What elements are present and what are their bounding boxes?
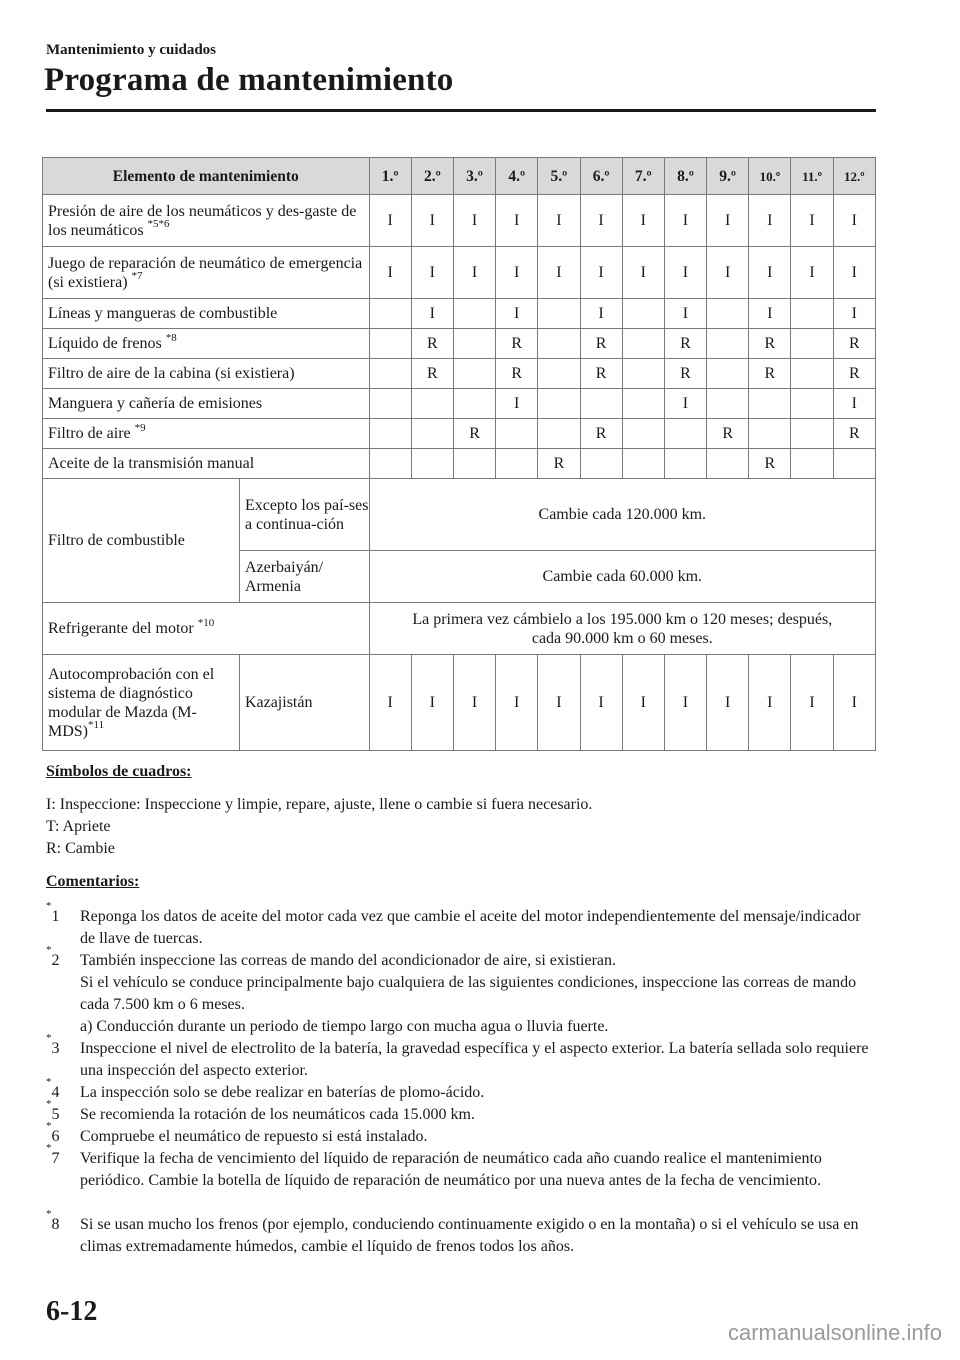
- note-ref: *5*6: [147, 218, 170, 231]
- mark-cell: [369, 449, 411, 479]
- interval-text: Cambie cada 60.000 km.: [369, 551, 875, 603]
- table-row: [43, 247, 876, 299]
- note-marker: [46, 1031, 60, 1060]
- note-ref: *11: [88, 719, 105, 732]
- interval-header: 11.º: [791, 158, 833, 195]
- region-label: Azerbaiyán/ Armenia: [239, 551, 369, 603]
- item-label: Manguera y cañería de emisiones: [48, 395, 263, 412]
- mark-cell: [369, 359, 411, 389]
- interval-header: 6.º: [580, 158, 622, 195]
- item-label: Filtro de aire de la cabina (si existiera): [48, 365, 295, 382]
- comment-note: [46, 1141, 876, 1192]
- mark-cell: [453, 449, 495, 479]
- mark-cell: I: [791, 655, 833, 751]
- mark-cell: R: [580, 359, 622, 389]
- note-ref: *8: [165, 331, 177, 344]
- mark-cell: I: [749, 655, 791, 751]
- note-text: Compruebe el neumático de repuesto si está instalado.: [80, 1128, 428, 1145]
- mark-cell: [538, 329, 580, 359]
- mark-cell: R: [580, 419, 622, 449]
- interval-header: 9.º: [707, 158, 749, 195]
- note-number: 2: [51, 952, 60, 969]
- mark-cell: [622, 359, 664, 389]
- note-subitem: a) Conducción durante un periodo de tiempo largo con mucha agua o lluvia fuerte.: [80, 1018, 609, 1035]
- mark-cell: R: [453, 419, 495, 449]
- mark-cell: I: [411, 247, 453, 299]
- region-label: Excepto los paí-ses a continua-ción: [239, 479, 369, 551]
- note-text-extra: Si el vehículo se conduce principalmente bajo cualquiera de las siguientes condiciones, inspeccione las correas de mando cada 7.500 km o 6 meses.: [80, 974, 857, 1013]
- mark-cell: I: [791, 247, 833, 299]
- mark-cell: I: [580, 655, 622, 751]
- mark-cell: [791, 329, 833, 359]
- interval-header: 8.º: [664, 158, 706, 195]
- note-asterisk: *: [46, 899, 52, 912]
- mark-cell: [707, 329, 749, 359]
- note-ref: *9: [134, 421, 146, 434]
- note-asterisk: *: [46, 1031, 52, 1044]
- note-asterisk: *: [46, 1075, 52, 1088]
- mark-cell: I: [833, 655, 875, 751]
- watermark: carmanualsonline.info: [727, 1320, 942, 1345]
- interval-text: [369, 603, 875, 655]
- note-text: Verifique la fecha de vencimiento del líquido de reparación de neumático cada año cuando realice el mantenimiento periódico. Cambie la botella de líquido de reparación de neumático por una nueva antes de la fecha de vencimiento.: [80, 1150, 822, 1189]
- table-row: [43, 479, 876, 551]
- mark-cell: I: [622, 655, 664, 751]
- mark-cell: [622, 329, 664, 359]
- interval-header: 10.º: [749, 158, 791, 195]
- mark-cell: R: [833, 359, 875, 389]
- region-label: Kazajistán: [239, 655, 369, 751]
- mark-cell: [538, 419, 580, 449]
- page-title: Programa de mantenimiento: [44, 62, 454, 98]
- mark-cell: I: [411, 299, 453, 329]
- mark-cell: [369, 419, 411, 449]
- note-text: Se recomienda la rotación de los neumáticos cada 15.000 km.: [80, 1106, 475, 1123]
- mark-cell: [791, 419, 833, 449]
- note-text: La inspección solo se debe realizar en baterías de plomo-ácido.: [80, 1084, 485, 1101]
- mark-cell: I: [453, 195, 495, 247]
- mark-cell: I: [538, 655, 580, 751]
- mark-cell: [496, 419, 538, 449]
- maintenance-item: [43, 195, 370, 247]
- mark-cell: [453, 299, 495, 329]
- table-row: [43, 359, 876, 389]
- mark-cell: [496, 449, 538, 479]
- mark-cell: [538, 359, 580, 389]
- mark-cell: I: [496, 655, 538, 751]
- mark-cell: [411, 419, 453, 449]
- mark-cell: I: [664, 195, 706, 247]
- note-marker: [46, 943, 60, 972]
- mark-cell: [791, 449, 833, 479]
- item-column-header: Elemento de mantenimiento: [43, 158, 370, 195]
- item-label: Líquido de frenos: [48, 335, 162, 352]
- mark-cell: I: [580, 247, 622, 299]
- table-row: [43, 195, 876, 247]
- mark-cell: I: [496, 299, 538, 329]
- interval-header: 2.º: [411, 158, 453, 195]
- note-number: 6: [51, 1128, 60, 1145]
- interval-text-line: La primera vez cámbielo a los 195.000 km o 120 meses; después,: [412, 610, 833, 628]
- mark-cell: [411, 449, 453, 479]
- maintenance-item: [43, 247, 370, 299]
- mark-cell: I: [707, 195, 749, 247]
- table-row: [43, 419, 876, 449]
- mark-cell: [411, 389, 453, 419]
- item-label: Líneas y mangueras de combustible: [48, 305, 278, 322]
- mark-cell: [707, 299, 749, 329]
- mark-cell: I: [580, 195, 622, 247]
- mark-cell: R: [496, 329, 538, 359]
- mark-cell: R: [749, 359, 791, 389]
- mark-cell: [707, 359, 749, 389]
- note-ref: *7: [131, 270, 143, 283]
- mark-cell: R: [664, 329, 706, 359]
- mark-cell: I: [411, 195, 453, 247]
- mark-cell: [369, 329, 411, 359]
- note-asterisk: *: [46, 1207, 52, 1220]
- maintenance-item: [43, 449, 370, 479]
- note-text: Si se usan mucho los frenos (por ejemplo, conduciendo continuamente exigido o en la montaña) o si el vehículo se usa en climas extremadamente húmedos, cambie el líquido de frenos todos los años.: [80, 1216, 859, 1255]
- item-label: Refrigerante del motor: [48, 620, 194, 637]
- mark-cell: I: [664, 247, 706, 299]
- note-ref: *10: [197, 616, 215, 629]
- section-label: Mantenimiento y cuidados: [46, 42, 217, 58]
- mark-cell: I: [749, 195, 791, 247]
- mark-cell: [664, 449, 706, 479]
- note-number: 8: [51, 1216, 60, 1233]
- mark-cell: I: [622, 247, 664, 299]
- mark-cell: R: [749, 449, 791, 479]
- mark-cell: I: [791, 195, 833, 247]
- mark-cell: [622, 299, 664, 329]
- legend-heading: Símbolos de cuadros:: [46, 763, 192, 780]
- title-divider: [46, 109, 876, 112]
- maintenance-table: [42, 157, 876, 751]
- mark-cell: I: [833, 389, 875, 419]
- mark-cell: R: [538, 449, 580, 479]
- note-number: 5: [51, 1106, 60, 1123]
- note-text: Reponga los datos de aceite del motor cada vez que cambie el aceite del motor independientemente del mensaje/indicador de llave de tuercas.: [80, 908, 861, 947]
- table-header-row: [43, 158, 876, 195]
- note-number: 1: [51, 908, 60, 925]
- mark-cell: I: [411, 655, 453, 751]
- table-row: [43, 655, 876, 751]
- note-asterisk: *: [46, 1141, 52, 1154]
- mark-cell: I: [664, 299, 706, 329]
- item-label: Autocomprobación con el sistema de diagnóstico modular de Mazda (M-MDS): [48, 665, 215, 740]
- mark-cell: I: [496, 389, 538, 419]
- interval-header: 4.º: [496, 158, 538, 195]
- item-label: Filtro de combustible: [48, 532, 185, 549]
- note-asterisk: *: [46, 1119, 52, 1132]
- mark-cell: R: [496, 359, 538, 389]
- mark-cell: R: [580, 329, 622, 359]
- mark-cell: [622, 419, 664, 449]
- comment-note: [46, 1119, 876, 1148]
- comment-note: [46, 899, 876, 950]
- mark-cell: [453, 389, 495, 419]
- interval-header: 3.º: [453, 158, 495, 195]
- mark-cell: [791, 299, 833, 329]
- mark-cell: I: [369, 655, 411, 751]
- note-asterisk: *: [46, 943, 52, 956]
- comment-note: [46, 1097, 876, 1126]
- note-text: También inspeccione las correas de mando del acondicionador de aire, si existieran.: [80, 952, 616, 969]
- mark-cell: [369, 299, 411, 329]
- interval-header: 5.º: [538, 158, 580, 195]
- mark-cell: [538, 299, 580, 329]
- mark-cell: I: [622, 195, 664, 247]
- mark-cell: I: [749, 299, 791, 329]
- note-number: 7: [51, 1150, 60, 1167]
- item-label: Presión de aire de los neumáticos y des-gaste de los neumáticos: [48, 202, 357, 239]
- mark-cell: [369, 389, 411, 419]
- mark-cell: [580, 449, 622, 479]
- note-text: Inspeccione el nivel de electrolito de la batería, la gravedad específica y el aspecto exterior. La batería sellada solo requiere una inspección del aspecto exterior.: [80, 1040, 869, 1079]
- mark-cell: R: [707, 419, 749, 449]
- legend-line: I: Inspeccione: Inspeccione y limpie, repare, ajuste, llene o cambie si fuera necesario.: [46, 796, 593, 813]
- mark-cell: I: [369, 247, 411, 299]
- mark-cell: [453, 329, 495, 359]
- note-number: 3: [51, 1040, 60, 1057]
- mark-cell: R: [833, 329, 875, 359]
- mark-cell: I: [707, 247, 749, 299]
- mark-cell: I: [749, 247, 791, 299]
- legend-line: T: Apriete: [46, 818, 111, 835]
- mark-cell: [833, 449, 875, 479]
- interval-header: 12.º: [833, 158, 875, 195]
- mark-cell: I: [580, 299, 622, 329]
- maintenance-item: [43, 329, 370, 359]
- note-marker: [46, 899, 60, 928]
- item-label: Juego de reparación de neumático de emergencia (si existiera): [48, 254, 363, 291]
- note-marker: [46, 1141, 60, 1170]
- maintenance-item: [43, 389, 370, 419]
- item-label: Aceite de la transmisión manual: [48, 455, 255, 472]
- table-row: [43, 603, 876, 655]
- mark-cell: I: [453, 655, 495, 751]
- coolant-item: [43, 603, 370, 655]
- mark-cell: [791, 389, 833, 419]
- mark-cell: I: [453, 247, 495, 299]
- mark-cell: I: [833, 195, 875, 247]
- page-number: 6-12: [46, 1296, 98, 1327]
- comment-note: [46, 1075, 876, 1104]
- mark-cell: I: [369, 195, 411, 247]
- table-row: [43, 449, 876, 479]
- interval-header: 7.º: [622, 158, 664, 195]
- comment-note: [46, 1207, 876, 1258]
- mark-cell: I: [833, 299, 875, 329]
- note-number: 4: [51, 1084, 60, 1101]
- mark-cell: I: [833, 247, 875, 299]
- mark-cell: I: [496, 195, 538, 247]
- table-row: [43, 299, 876, 329]
- mark-cell: I: [664, 389, 706, 419]
- item-label: Filtro de aire: [48, 425, 131, 442]
- mark-cell: I: [664, 655, 706, 751]
- mark-cell: I: [496, 247, 538, 299]
- mark-cell: R: [749, 329, 791, 359]
- comment-note: [46, 943, 876, 1038]
- interval-text: Cambie cada 120.000 km.: [369, 479, 875, 551]
- comment-note: [46, 1031, 876, 1082]
- mark-cell: [453, 359, 495, 389]
- interval-header: 1.º: [369, 158, 411, 195]
- legend-line: R: Cambie: [46, 840, 115, 857]
- note-marker: [46, 1207, 60, 1236]
- fuel-filter-item: [43, 479, 240, 603]
- maintenance-item: [43, 419, 370, 449]
- mmds-item: [43, 655, 240, 751]
- maintenance-item: [43, 359, 370, 389]
- mark-cell: [749, 389, 791, 419]
- mark-cell: R: [411, 359, 453, 389]
- mark-cell: [707, 449, 749, 479]
- mark-cell: [791, 359, 833, 389]
- mark-cell: [622, 449, 664, 479]
- mark-cell: R: [664, 359, 706, 389]
- mark-cell: R: [833, 419, 875, 449]
- comments-heading: Comentarios:: [46, 873, 140, 890]
- mark-cell: [749, 419, 791, 449]
- mark-cell: R: [411, 329, 453, 359]
- table-row: [43, 389, 876, 419]
- interval-text-line: cada 90.000 km o 60 meses.: [531, 629, 713, 647]
- mark-cell: [538, 389, 580, 419]
- mark-cell: [622, 389, 664, 419]
- mark-cell: I: [538, 247, 580, 299]
- mark-cell: [580, 389, 622, 419]
- mark-cell: [707, 389, 749, 419]
- table-row: [43, 329, 876, 359]
- mark-cell: I: [538, 195, 580, 247]
- mark-cell: [664, 419, 706, 449]
- note-asterisk: *: [46, 1097, 52, 1110]
- maintenance-item: [43, 299, 370, 329]
- mark-cell: I: [707, 655, 749, 751]
